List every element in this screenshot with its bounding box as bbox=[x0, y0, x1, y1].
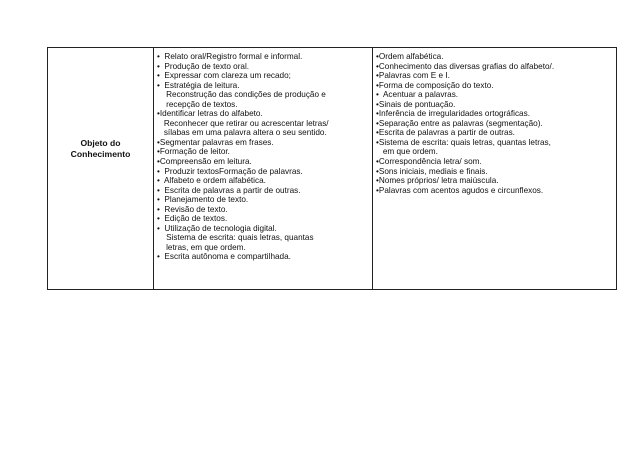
list-item: • Escrita autônoma e compartilhada. bbox=[157, 252, 291, 262]
list-item: • Alfabeto e ordem alfabética. bbox=[157, 176, 266, 186]
list-item: Sistema de escrita: quais letras, quantas bbox=[157, 233, 314, 243]
list-item: • Produção de texto oral. bbox=[157, 61, 250, 71]
list-item: •Sinais de pontuação. bbox=[376, 99, 456, 109]
list-item: • Revisão de texto. bbox=[157, 204, 228, 214]
list-item: •Ordem alfabética. bbox=[376, 52, 444, 61]
list-item: •Correspondência letra/ som. bbox=[376, 157, 482, 167]
list-item: • Acentuar a palavras. bbox=[376, 90, 459, 100]
table-border-left bbox=[47, 48, 48, 289]
list-item: •Compreensão em leitura. bbox=[157, 157, 252, 167]
list-item: • Estratégia de leitura. bbox=[157, 80, 240, 90]
row-label-line: Objeto do bbox=[80, 138, 121, 148]
list-item: •Escrita de palavras a partir de outras. bbox=[376, 128, 515, 138]
list-item: • Escrita de palavras a partir de outras. bbox=[157, 185, 301, 195]
list-item: •Separação entre as palavras (segmentação). bbox=[376, 118, 543, 128]
list-item: sílabas em uma palavra altera o seu sentido. bbox=[157, 128, 327, 138]
content-table bbox=[47, 47, 617, 290]
list-item: • Produzir textosFormação de palavras. bbox=[157, 166, 303, 176]
list-item: •Formação de leitor. bbox=[157, 147, 230, 157]
list-item: Reconstrução das condições de produção e bbox=[157, 90, 326, 100]
list-item: recepção de textos. bbox=[157, 99, 238, 109]
list-item: •Conhecimento das diversas grafias do alfabeto/. bbox=[376, 61, 555, 71]
row-label-objeto-do-conhecimento bbox=[48, 138, 153, 160]
list-item: em que ordem. bbox=[376, 147, 438, 157]
list-item: •Sistema de escrita: quais letras, quantas letras, bbox=[376, 137, 551, 147]
list-item: •Palavras com acentos agudos e circunflexos. bbox=[376, 185, 544, 195]
list-item: • Planejamento de texto. bbox=[157, 195, 249, 205]
row-label-line: Conhecimento bbox=[70, 149, 131, 159]
list-item: •Inferência de irregularidades ortográficas. bbox=[376, 109, 530, 119]
table-column-divider bbox=[372, 48, 373, 289]
list-item: • Utilização de tecnologia digital. bbox=[157, 223, 277, 233]
table-column-divider bbox=[153, 48, 154, 289]
table-border-right bbox=[616, 48, 617, 289]
knowledge-objects-list bbox=[157, 52, 369, 262]
list-item: •Forma de composição do texto. bbox=[376, 80, 494, 90]
list-item: • Expressar com clareza um recado; bbox=[157, 71, 291, 81]
list-item: • Edição de textos. bbox=[157, 214, 228, 224]
list-item: letras, em que ordem. bbox=[157, 242, 246, 252]
list-item: Reconhecer que retirar ou acrescentar letras/ bbox=[157, 118, 329, 128]
skills-list bbox=[376, 52, 614, 195]
list-item: •Identificar letras do alfabeto. bbox=[157, 109, 263, 119]
list-item: •Nomes próprios/ letra maiúscula. bbox=[376, 176, 499, 186]
list-item: •Sons iniciais, mediais e finais. bbox=[376, 166, 488, 176]
list-item: •Palavras com E e I. bbox=[376, 71, 450, 81]
list-item: •Segmentar palavras em frases. bbox=[157, 137, 274, 147]
list-item: • Relato oral/Registro formal e informal. bbox=[157, 52, 303, 61]
